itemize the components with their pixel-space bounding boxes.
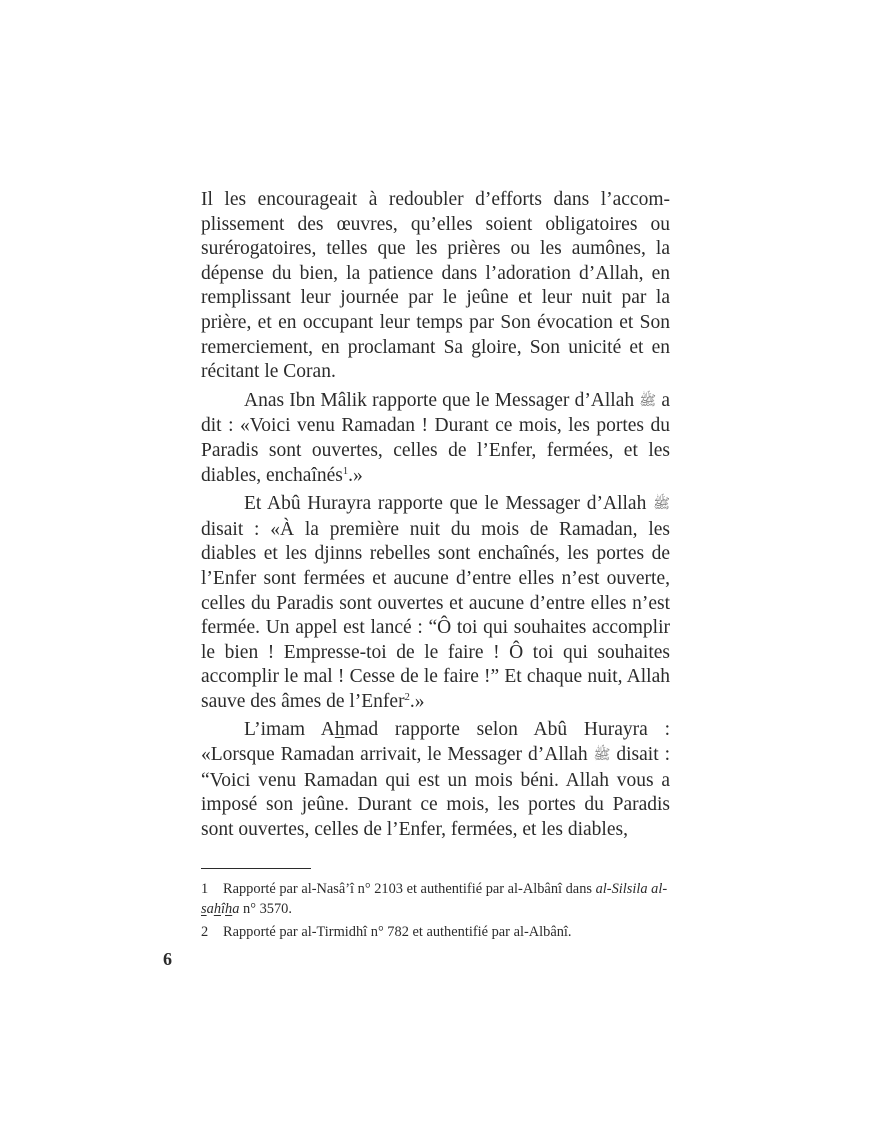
footnote-ref-1: 1	[342, 465, 349, 477]
paragraph-4-text-c: disait : “Voici venu Ramadan qui est un mois béni. Allah vous a imposé son jeûne. Durant ce mois, les portes du Paradis sont ouvertes, celles de l’Enfer, fermées, et les diables,	[201, 744, 670, 840]
title-underlined-letter: h	[213, 901, 222, 917]
footnote-1	[201, 879, 670, 919]
paragraph-2-text-c: .»	[348, 464, 363, 486]
honorific-glyph: ﷺ	[653, 497, 670, 513]
paragraph-4-text-a: L’imam A	[244, 719, 335, 741]
honorific-glyph: ﷺ	[639, 393, 657, 409]
title-part: a	[206, 901, 214, 917]
footnote-2-text: Rapporté par al-Tirmidhî n° 782 et authentifié par al-Albânî.	[223, 924, 572, 940]
paragraph-4-text-b: mad rapporte selon Abû Hurayra : «Lorsque Ramadan arrivait, le Messager d’Allah	[201, 719, 671, 766]
paragraph-1-text: Il les encourageait à redoubler d’efforts dans l’accomplissement des œuvres, qu’elles soient obligatoires ou surérogatoires, telles que les prières ou les aumônes, la dépense du bien, la patience dans l’adoration d’Allah, en remplissant leur journée par le jeûne et leur nuit par la prière, et en occupant leur temps par Son évocation et Son remerciement, en proclamant Sa gloire, Son unicité et en récitant le Coran.	[201, 189, 670, 383]
paragraph-3-text-c: .»	[409, 690, 425, 712]
footnote-1-text-a: Rapporté par al-Nasâ’î n° 2103 et authentifié par al-Albânî dans	[223, 881, 596, 897]
title-underlined-letter: h	[225, 901, 233, 917]
paragraph-4	[201, 718, 670, 842]
paragraph-3-text-a: Et Abû Hurayra rapporte que le Messager d’Allah	[244, 493, 654, 515]
paragraph-2	[201, 389, 670, 488]
main-text	[201, 188, 670, 846]
footnote-2-number: 2	[201, 924, 209, 940]
footnote-1-number: 1	[201, 881, 209, 897]
title-part: î	[221, 901, 226, 917]
title-part: a	[232, 901, 240, 917]
paragraph-3-text-b: disait : «À la première nuit du mois de Ramadan, les diables et les djinns rebelles sont enchaînés, les portes de l’Enfer sont fermées et aucune d’entre elles n’est ouverte, celles du Paradis sont ouvertes et aucune d’entre elles n’est fermée. Un appel est lancé : “Ô toi qui souhaites accomplir le bien ! Empresse-toi de le faire ! Ô toi qui souhaites accomplir le mal ! Cesse de le faire !” Et chaque nuit, Allah sauve des âmes de l’Enfer	[201, 518, 670, 712]
paragraph-1	[201, 188, 670, 385]
transliteration-underlined-letter: h	[334, 719, 345, 741]
page-number: 6	[163, 949, 172, 969]
title-underlined-letter: s	[201, 901, 207, 917]
footnote-1-text-b: n° 3570.	[239, 901, 292, 917]
paragraph-3	[201, 492, 670, 714]
paragraph-2-text-b: a dit : «Voici venu Ramadan ! Durant ce mois, les portes du Paradis sont ouvertes, celles de l’Enfer, fermées, et les diables, enchaînés	[201, 389, 671, 486]
paragraph-2-text-a: Anas Ibn Mâlik rapporte que le Messager d’Allah	[244, 389, 640, 411]
honorific-glyph: ﷺ	[593, 748, 611, 764]
footnote-ref-2: 2	[404, 691, 410, 703]
footnotes	[201, 868, 670, 945]
footnote-divider	[201, 868, 311, 869]
footnote-2	[201, 922, 670, 942]
title-part: al-Silsila al-	[595, 881, 668, 897]
